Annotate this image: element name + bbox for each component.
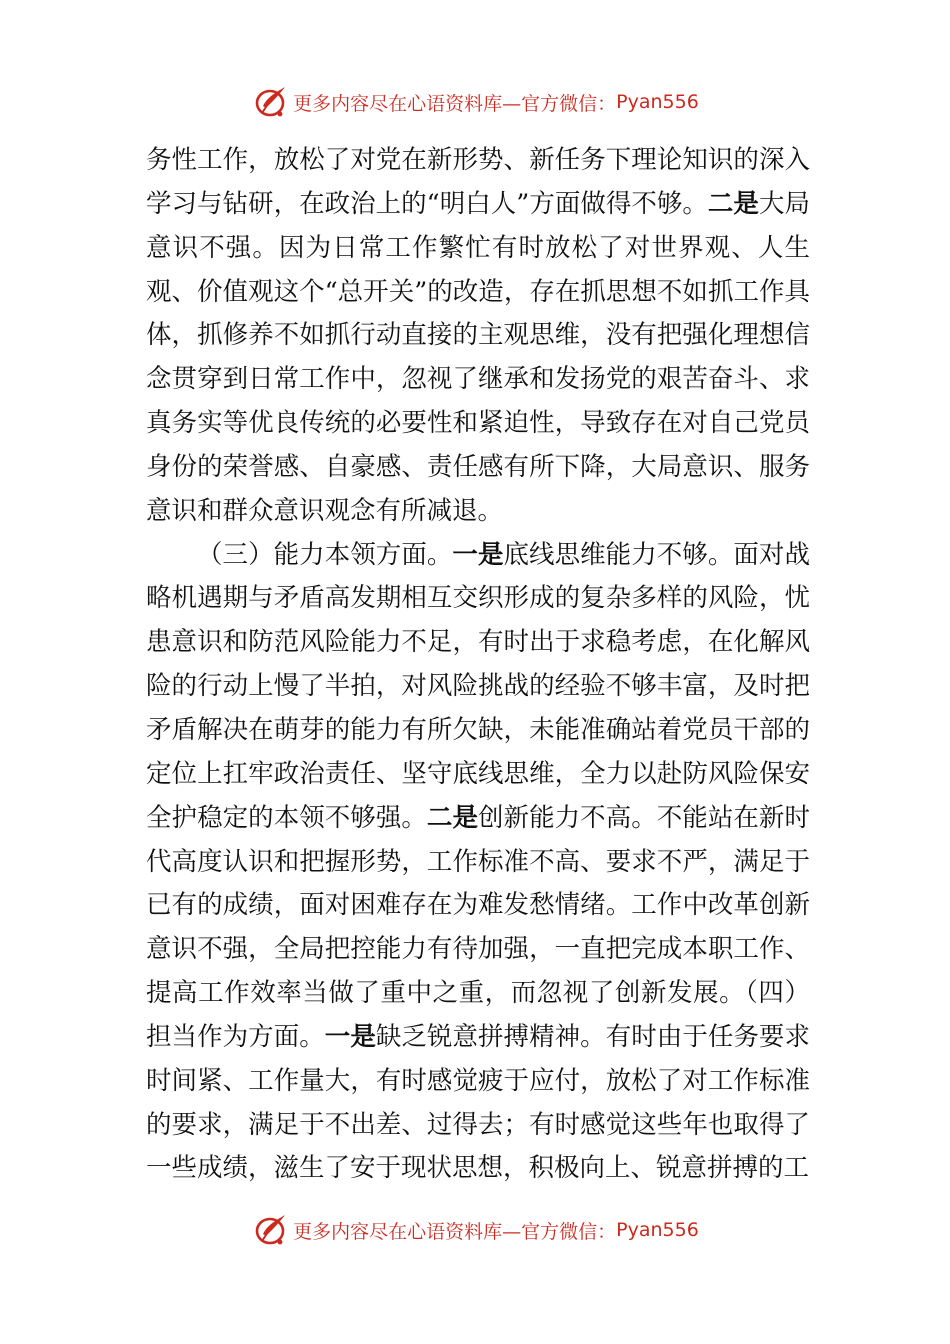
- watermark-wechat-id: Pyan556: [616, 91, 699, 113]
- text-run: 务性工作，放松了对党在新形势、新任务下理论知识的深入学习与钻研，在政治上的“明白人”方面做得不够。: [146, 145, 810, 219]
- watermark-wechat-id: Pyan556: [616, 1219, 699, 1241]
- quill-seal-logo-icon: [251, 1210, 291, 1250]
- watermark-footer: [0, 1208, 950, 1252]
- watermark-text: 更多内容尽在心语资料库—官方微信：: [293, 1220, 617, 1243]
- watermark-text: 更多内容尽在心语资料库—官方微信：: [293, 92, 617, 115]
- text-run: 大局意识不强。因为日常工作繁忙有时放松了对世界观、人生观、价值观这个“总开关”的改造，存在抓思想不如抓工作具体，抓修养不如抓行动直接的主观思维，没有把强化理想信念贯穿到日常工作中，忽视了继承和发扬党的艰苦奋斗、求真务实等优良传统的必要性和紧迫性，导致存在对自己党员身份的荣誉感、自豪感、责任感有所下降，大局意识、服务意识和群众意识观念有所减退。: [146, 188, 810, 526]
- emphasis-run: 二是: [707, 188, 759, 219]
- document-body: [146, 139, 810, 1191]
- watermark-header: [0, 80, 950, 124]
- text-run: 创新能力不高。不能站在新时代高度认识和把握形势，工作标准不高、要求不严，满足于已有的成绩，面对困难存在为难发愁情绪。工作中改革创新意识不强，全局把控能力有待加强，一直把完成本职工作、提高工作效率当做了重中之重，而忽视了创新发展。（四）担当作为方面。: [146, 802, 810, 1052]
- paragraph: [146, 139, 810, 534]
- text-run: 缺乏锐意拼搏精神。有时由于任务要求时间紧、工作量大，有时感觉疲于应付，放松了对工作标准的要求，满足于不出差、过得去；有时感觉这些年也取得了一些成绩，滋生了安于现状思想，积极向上、锐意拼搏的工: [146, 1021, 810, 1184]
- text-run: 底线思维能力不够。面对战略机遇期与矛盾高发期相互交织形成的复杂多样的风险，忧患意识和防范风险能力不足，有时出于求稳考虑，在化解风险的行动上慢了半拍，对风险挑战的经验不够丰富，及时把矛盾解决在萌芽的能力有所欠缺，未能准确站着党员干部的定位上扛牢政治责任、坚守底线思维，全力以赴防风险保安全护稳定的本领不够强。: [146, 539, 810, 833]
- text-run: （三）能力本领方面。: [197, 539, 453, 570]
- paragraph: [146, 534, 810, 1192]
- emphasis-run: 二是: [426, 802, 478, 833]
- emphasis-run: 一是: [324, 1021, 376, 1052]
- quill-seal-logo-icon: [251, 82, 291, 122]
- emphasis-run: 一是: [452, 539, 504, 570]
